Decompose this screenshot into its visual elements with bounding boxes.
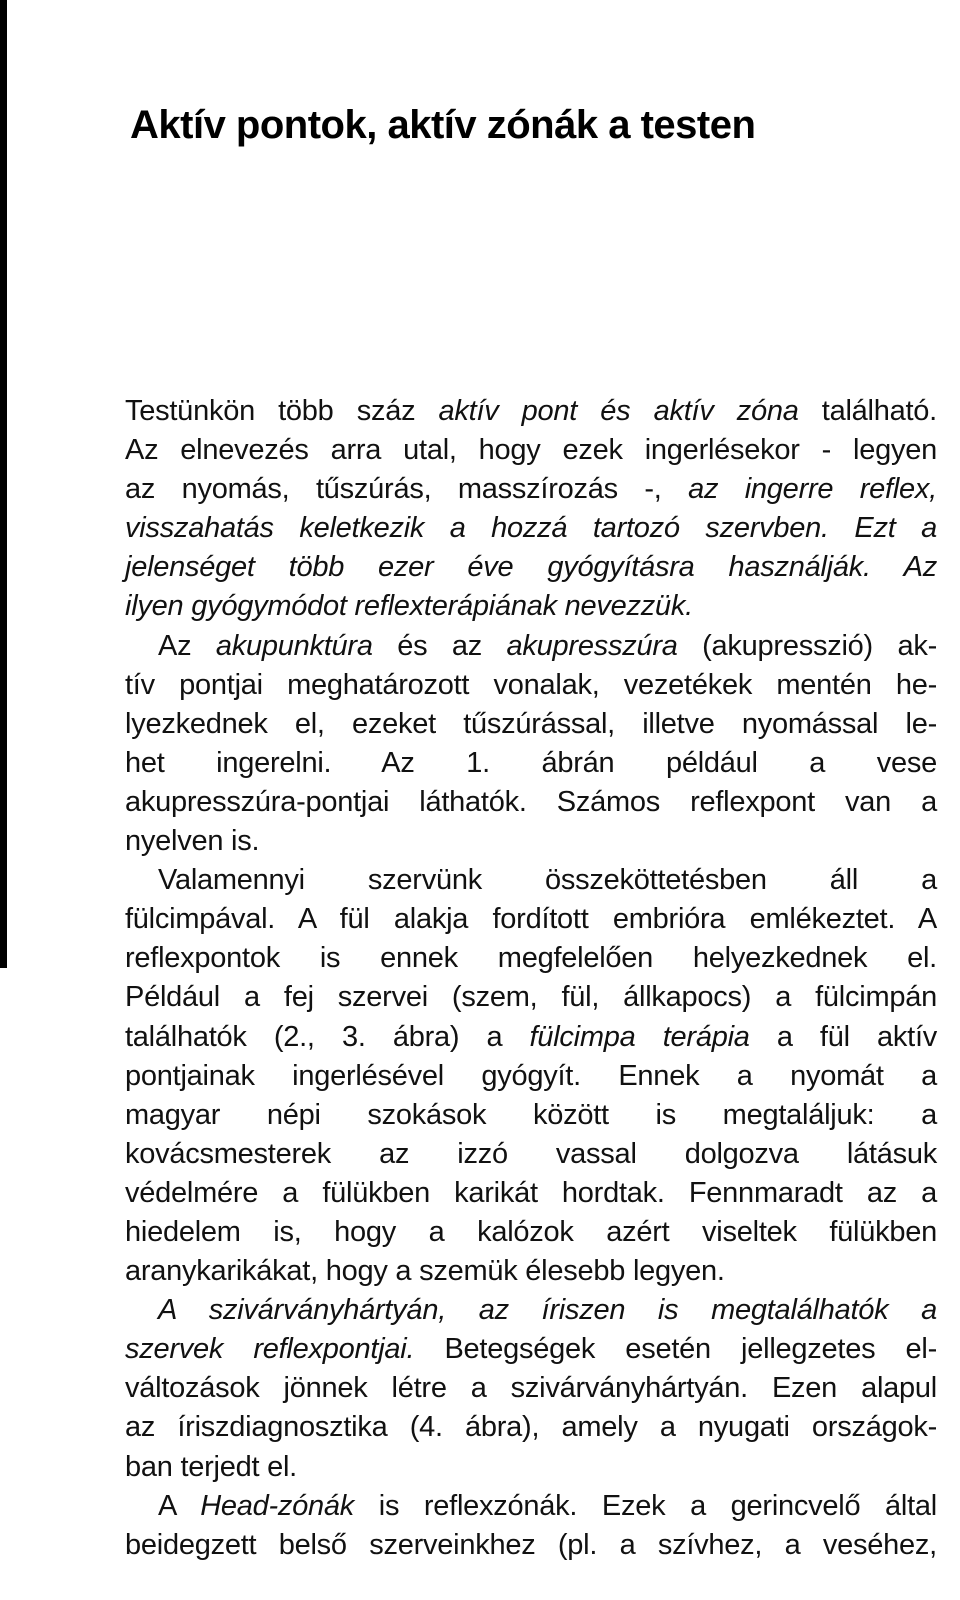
text-line: pontjainak ingerlésével gyógyít. Ennek a nyomát a xyxy=(125,1059,937,1092)
text-line: védelmére a fülükben karikát hordtak. Fennmaradt az a xyxy=(125,1176,937,1209)
text-line: ban terjedt el. xyxy=(125,1450,297,1483)
left-margin-rule xyxy=(0,0,7,968)
text-line: het ingerelni. Az 1. ábrán például a vese xyxy=(125,746,937,779)
text-line: aranykarikákat, hogy a szemük élesebb legyen. xyxy=(125,1255,725,1288)
text-line: Az elnevezés arra utal, hogy ezek ingerlésekor - legyen xyxy=(125,434,937,467)
text-line: az íriszdiagnosztika (4. ábra), amely a nyugati országok- xyxy=(125,1411,937,1444)
text-line: nyelven is. xyxy=(125,825,260,858)
text-line: az nyomás, tűszúrás, masszírozás -, az ingerre reflex, xyxy=(125,473,937,506)
text-line: hiedelem is, hogy a kalózok azért viseltek fülükben xyxy=(125,1215,937,1248)
text-line: változások jönnek létre a szivárványhártyán. Ezen alapul xyxy=(125,1372,937,1405)
text-line: Valamennyi szervünk összeköttetésben áll a xyxy=(158,864,937,897)
text-line: Az akupunktúra és az akupresszúra (akupresszió) ak- xyxy=(158,629,937,662)
text-line: tív pontjai meghatározott vonalak, vezetékek mentén he- xyxy=(125,668,937,701)
text-line: A szivárványhártyán, az íriszen is megtalálhatók a xyxy=(158,1294,937,1327)
text-line: Testünkön több száz aktív pont és aktív zóna található. xyxy=(125,395,937,427)
text-line: lyezkednek el, ezeket tűszúrással, illetve nyomással le- xyxy=(125,707,937,740)
text-line: visszahatás keletkezik a hozzá tartozó szervben. Ezt a xyxy=(125,512,937,545)
text-line: találhatók (2., 3. ábra) a fülcimpa terápia a fül aktív xyxy=(125,1020,937,1053)
text-line: magyar népi szokások között is megtaláljuk: a xyxy=(125,1098,937,1131)
text-line: A Head-zónák is reflexzónák. Ezek a gerincvelő által xyxy=(158,1489,937,1522)
text-line: reflexpontok is ennek megfelelően helyezkednek el. xyxy=(125,942,937,975)
text-line: kovácsmesterek az izzó vassal dolgozva látásuk xyxy=(125,1137,937,1170)
text-line: jelenséget több ezer éve gyógyításra használják. Az xyxy=(125,551,937,584)
text-line: beidegzett belső szerveinkhez (pl. a szívhez, a veséhez, xyxy=(125,1528,937,1561)
text-line: szervek reflexpontjai. Betegségek esetén jellegzetes el- xyxy=(125,1333,937,1366)
text-line: ilyen gyógymódot reflexterápiának nevezzük. xyxy=(125,590,693,623)
text-line: akupresszúra-pontjai láthatók. Számos reflexpont van a xyxy=(125,785,937,818)
text-line: Például a fej szervei (szem, fül, állkapocs) a fülcimpán xyxy=(125,981,937,1014)
page-title: Aktív pontok, aktív zónák a testen xyxy=(130,103,756,147)
body-text xyxy=(125,392,937,1565)
text-line: fülcimpával. A fül alakja fordított embrióra emlékeztet. A xyxy=(125,903,937,936)
